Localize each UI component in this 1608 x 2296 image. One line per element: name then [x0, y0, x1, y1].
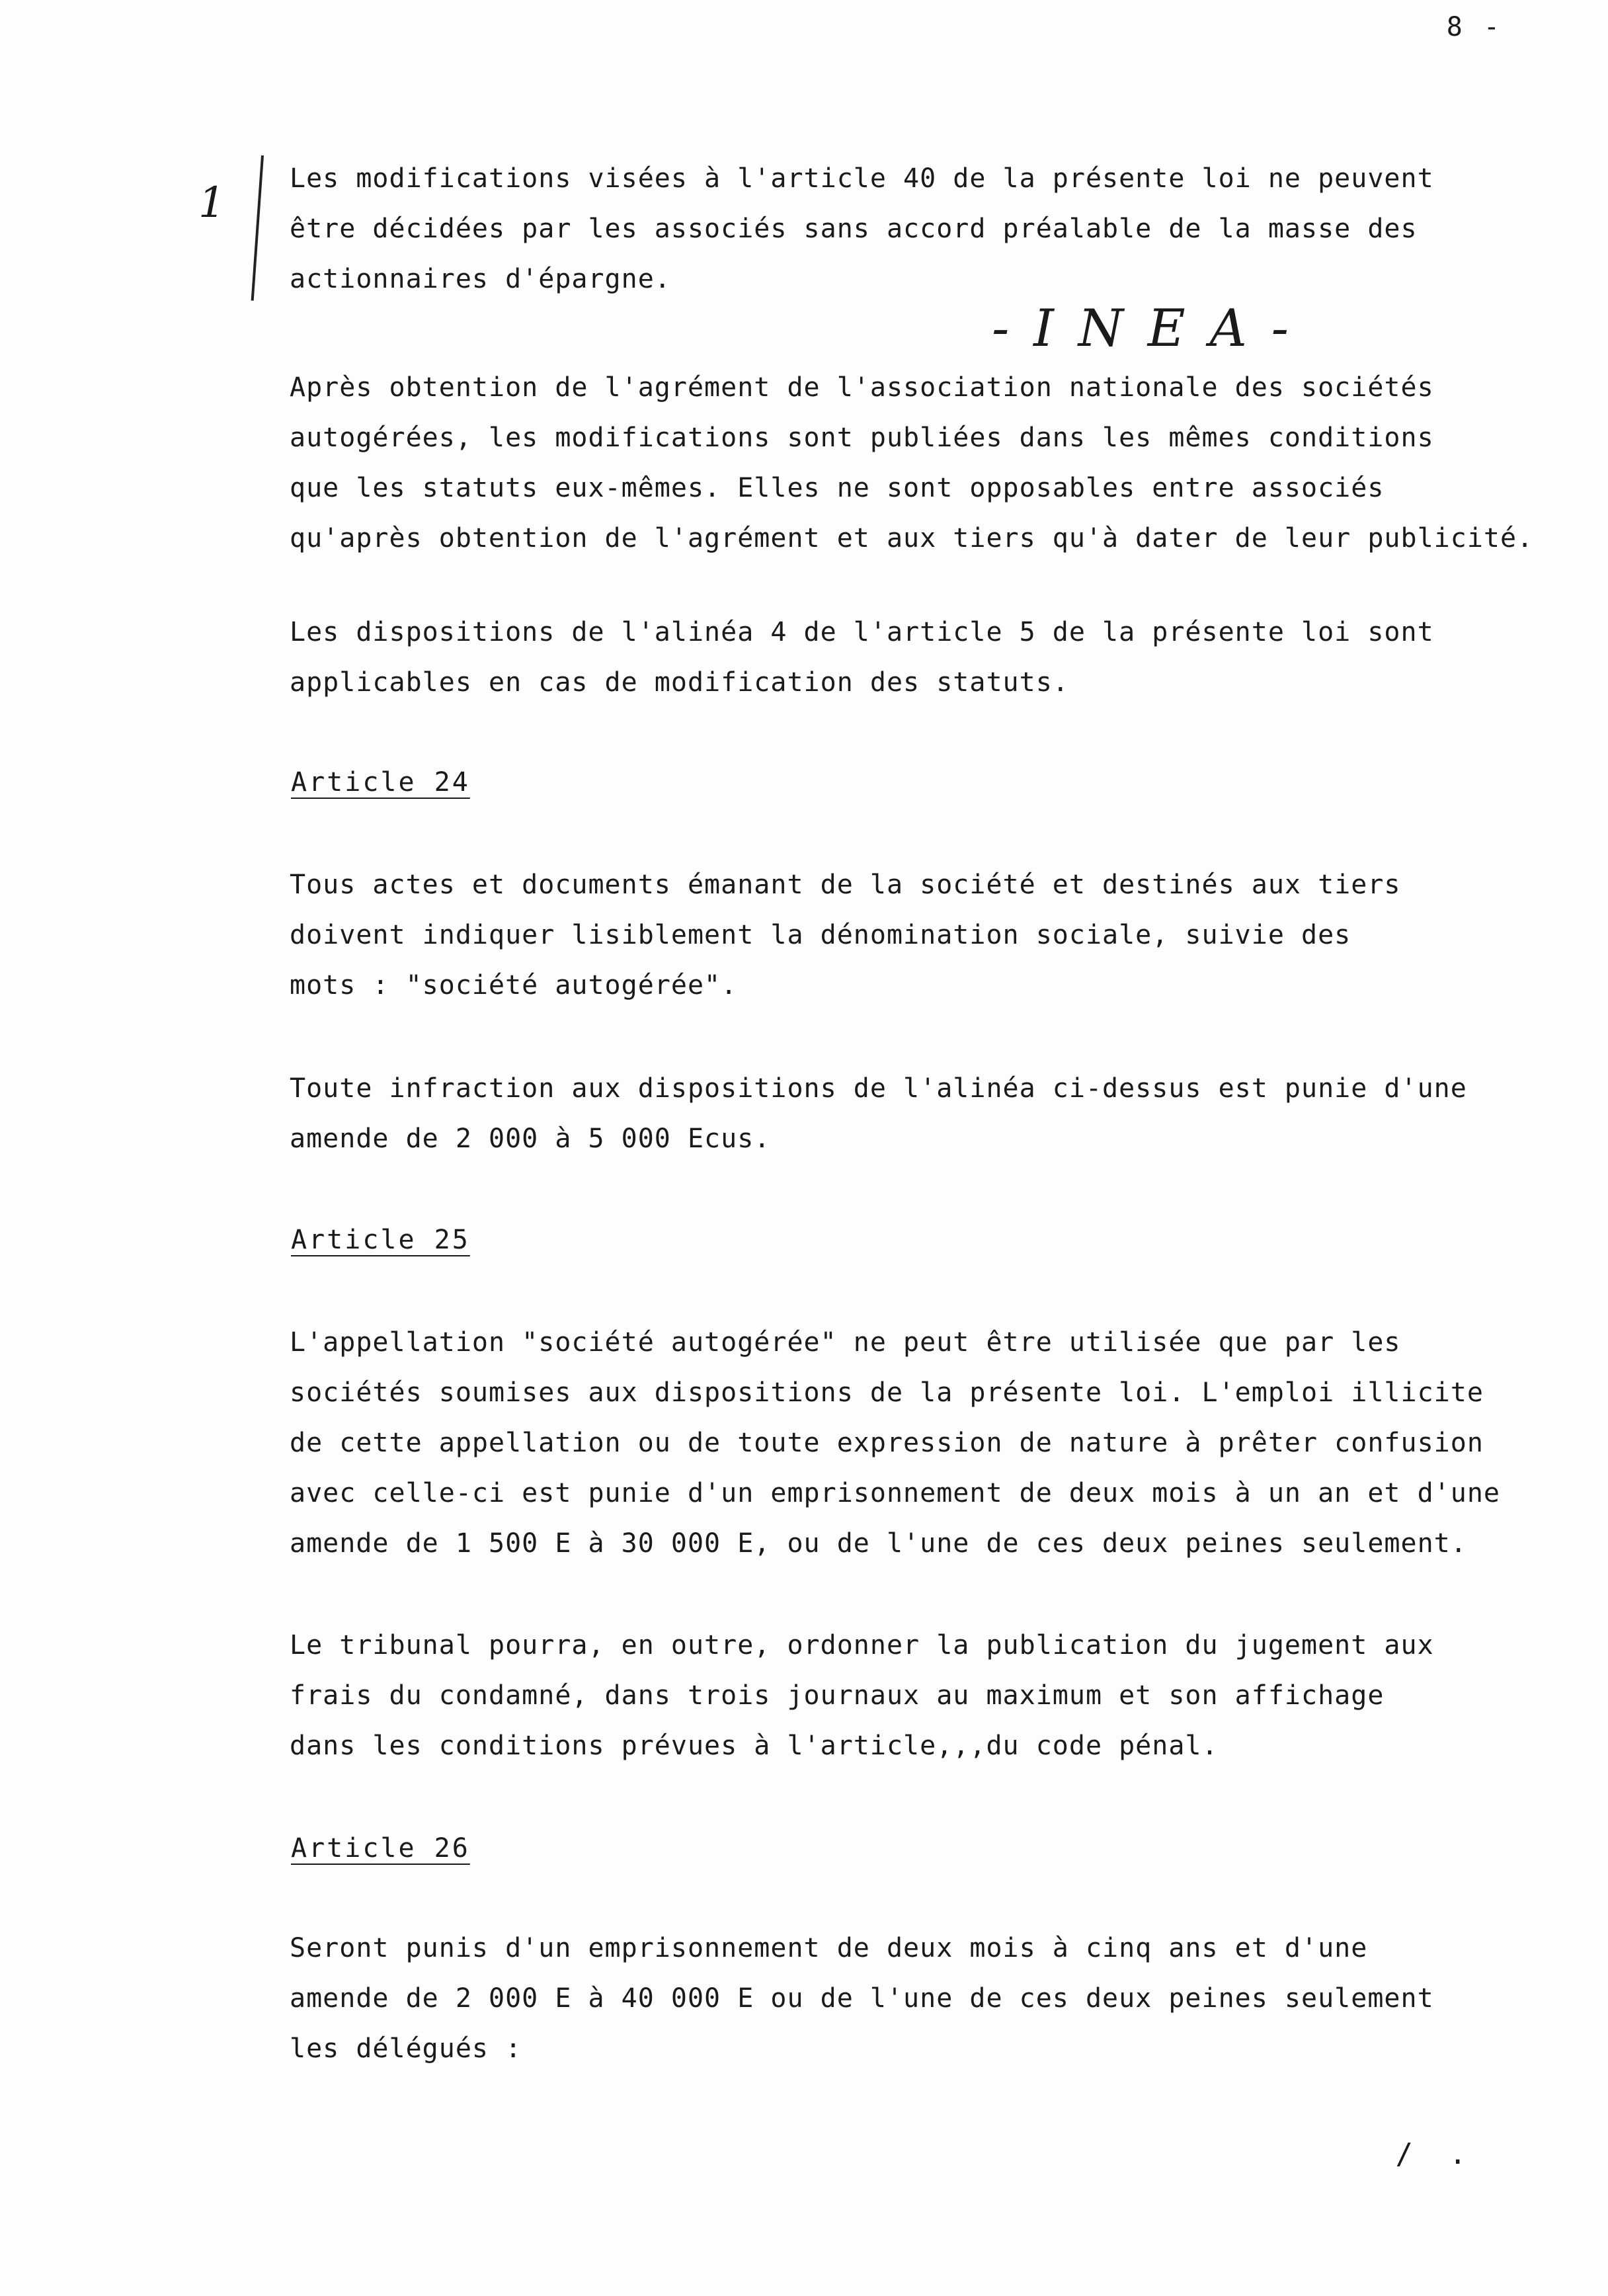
handwritten-note: - I N E A - [992, 299, 1293, 358]
text-line: actionnaires d'épargne. [290, 264, 671, 294]
paragraph-modifications [290, 153, 1579, 304]
text-line: de cette appellation ou de toute expression de nature à prêter confusion [290, 1428, 1484, 1458]
text-line: autogérées, les modifications sont publiées dans les mêmes conditions [290, 423, 1434, 453]
text-line: Les dispositions de l'alinéa 4 de l'article 5 de la présente loi sont [290, 617, 1434, 647]
text-line: L'appellation "société autogérée" ne peut être utilisée que par les [290, 1327, 1401, 1358]
text-line: Le tribunal pourra, en outre, ordonner la publication du jugement aux [290, 1630, 1434, 1660]
text-line: qu'après obtention de l'agrément et aux tiers qu'à dater de leur publicité. [290, 523, 1534, 554]
paragraph-agrement [290, 362, 1579, 563]
paragraph-tribunal [290, 1620, 1579, 1771]
paragraph-dispositions [290, 607, 1579, 708]
paragraph-peines [290, 1923, 1579, 2074]
paragraph-actes-documents [290, 860, 1579, 1010]
text-line: Toute infraction aux dispositions de l'alinéa ci-dessus est punie d'une [290, 1073, 1467, 1104]
text-line: doivent indiquer lisiblement la dénomination sociale, suivie des [290, 920, 1351, 950]
text-line: les délégués : [290, 2033, 522, 2064]
text-line: que les statuts eux-mêmes. Elles ne sont opposables entre associés [290, 473, 1385, 503]
text-line: Les modifications visées à l'article 40 de la présente loi ne peuvent [290, 163, 1434, 194]
text-line: Seront punis d'un emprisonnement de deux mois à cinq ans et d'une [290, 1933, 1368, 1963]
text-line: amende de 1 500 E à 30 000 E, ou de l'une de ces deux peines seulement. [290, 1528, 1467, 1559]
continuation-mark: / . [1395, 2137, 1476, 2171]
margin-annotation-mark: 1 [198, 179, 225, 227]
text-line: frais du condamné, dans trois journaux au maximum et son affichage [290, 1680, 1385, 1711]
text-line: avec celle-ci est punie d'un emprisonnement de deux mois à un an et d'une [290, 1478, 1500, 1508]
text-line: dans les conditions prévues à l'article,,,du code pénal. [290, 1731, 1219, 1761]
text-line: applicables en cas de modification des statuts. [290, 667, 1069, 698]
paragraph-infraction [290, 1063, 1579, 1164]
heading-article-26: Article 26 [291, 1833, 470, 1864]
text-line: sociétés soumises aux dispositions de la présente loi. L'emploi illicite [290, 1377, 1484, 1408]
heading-article-25: Article 25 [291, 1225, 470, 1255]
margin-annotation-bar [251, 155, 264, 301]
text-line: Après obtention de l'agrément de l'association nationale des sociétés [290, 372, 1434, 403]
text-line: mots : "société autogérée". [290, 970, 738, 1001]
paragraph-appellation [290, 1317, 1579, 1569]
text-line: être décidées par les associés sans accord préalable de la masse des [290, 214, 1418, 244]
page-number: 8 - [1446, 12, 1502, 42]
text-line: Tous actes et documents émanant de la société et destinés aux tiers [290, 870, 1401, 900]
text-line: amende de 2 000 E à 40 000 E ou de l'une de ces deux peines seulement [290, 1983, 1434, 2014]
text-line: amende de 2 000 à 5 000 Ecus. [290, 1124, 771, 1154]
heading-article-24: Article 24 [291, 767, 470, 798]
